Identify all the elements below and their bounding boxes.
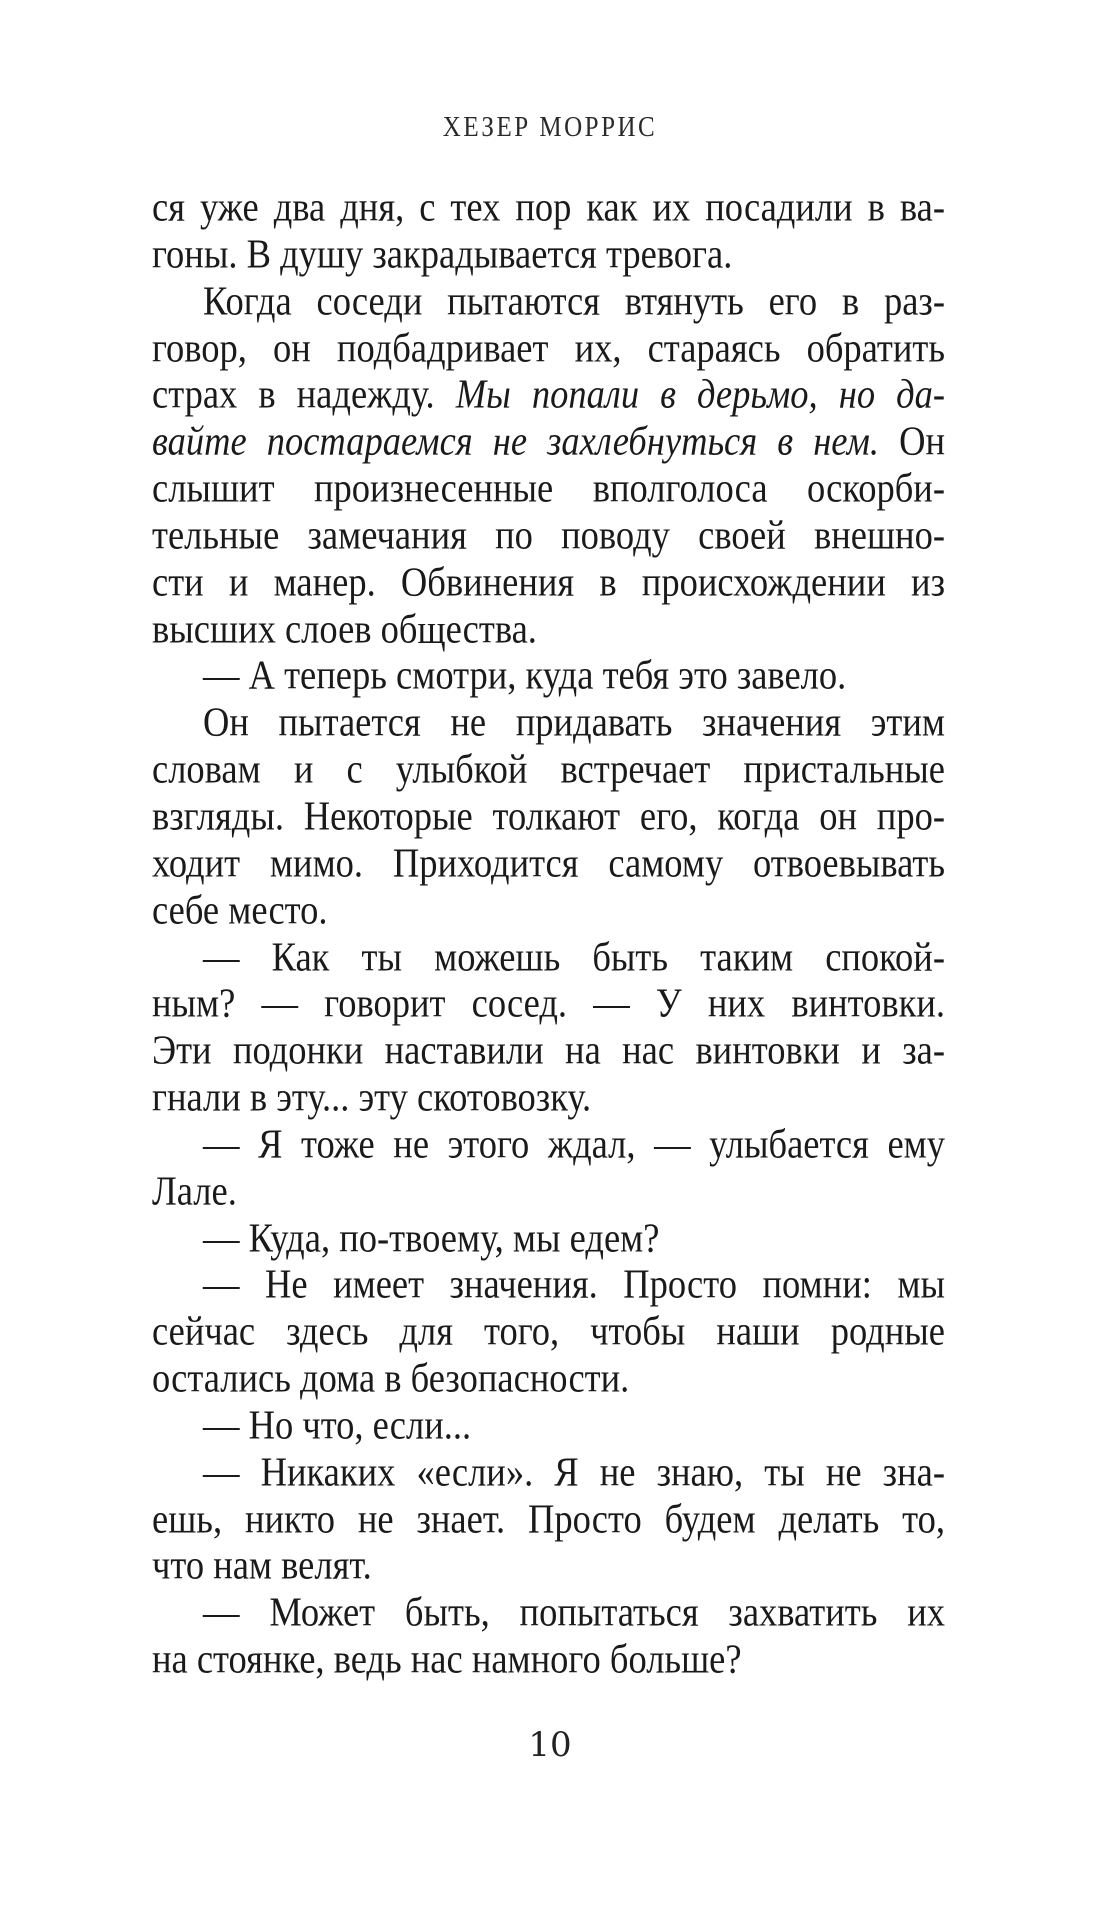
text-line: гоны. В душу закрадывается тревога. — [152, 230, 733, 277]
text-line: ся уже два дня, с тех пор как их посадили в ва- — [152, 183, 945, 230]
italic-thought-text: Мы попали в дерьмо, но да- — [455, 370, 945, 417]
body-text — [152, 184, 945, 1683]
roman-text: страх в надежду. — [152, 370, 456, 417]
text-line: высших слоев общества. — [152, 605, 537, 651]
text-line: Эти подонки наставили на нас винтовки и за- — [152, 1026, 945, 1073]
text-line: сти и манер. Обвинения в происхождении из — [152, 558, 945, 605]
page-number: 10 — [528, 1725, 572, 1765]
text-line: остались дома в безопасности. — [152, 1354, 630, 1401]
text-line: словам и с улыбкой встречает пристальные — [152, 745, 945, 792]
text-line: Лале. — [152, 1167, 237, 1214]
text-line: на стоянке, ведь нас намного больше? — [152, 1635, 742, 1682]
dialogue-line: — Никаких «если». Я не знаю, ты не зна- — [203, 1448, 945, 1495]
italic-thought-text: вайте постараемся не захлебнуться в нем. — [152, 417, 880, 464]
paragraph-start-line: Он пытается не придавать значения этим — [203, 698, 945, 745]
dialogue-line: — А теперь смотри, куда тебя это завело. — [203, 651, 847, 698]
dialogue-line: — Но что, если... — [203, 1401, 472, 1448]
running-head-author: ХЕЗЕР МОРРИС — [442, 112, 658, 143]
text-line: гнали в эту... эту скотовозку. — [152, 1073, 592, 1120]
text-line: тельные замечания по поводу своей внешно- — [152, 511, 945, 558]
dialogue-line: — Как ты можешь быть таким спокой- — [203, 932, 945, 979]
text-line: ходит мимо. Приходится самому отвоевывать — [152, 839, 945, 886]
text-line: ешь, никто не знает. Просто будем делать то, — [152, 1495, 945, 1541]
text-line: ным? — говорит сосед. — У них винтовки. — [152, 979, 945, 1026]
paragraph-start-line: Когда соседи пытаются втянуть его в раз- — [203, 277, 945, 324]
text-line-mixed — [152, 369, 945, 421]
text-line: что нам велят. — [152, 1541, 372, 1588]
text-line: сейчас здесь для того, чтобы наши родные — [152, 1307, 945, 1354]
text-line: себе место. — [152, 886, 328, 933]
text-line-mixed — [152, 415, 945, 467]
dialogue-line: — Куда, по-твоему, мы едем? — [203, 1213, 660, 1260]
text-line: взгляды. Некоторые толкают его, когда он про- — [152, 792, 945, 839]
text-line: говор, он подбадривает их, стараясь обратить — [152, 323, 945, 370]
dialogue-line: — Я тоже не этого ждал, — улыбается ему — [203, 1120, 945, 1167]
dialogue-line: — Не имеет значения. Просто помни: мы — [203, 1260, 945, 1307]
dialogue-line: — Может быть, попытаться захватить их — [203, 1588, 945, 1635]
text-line: слышит произнесенные вполголоса оскорби- — [152, 464, 945, 511]
roman-text: Он — [879, 417, 945, 464]
